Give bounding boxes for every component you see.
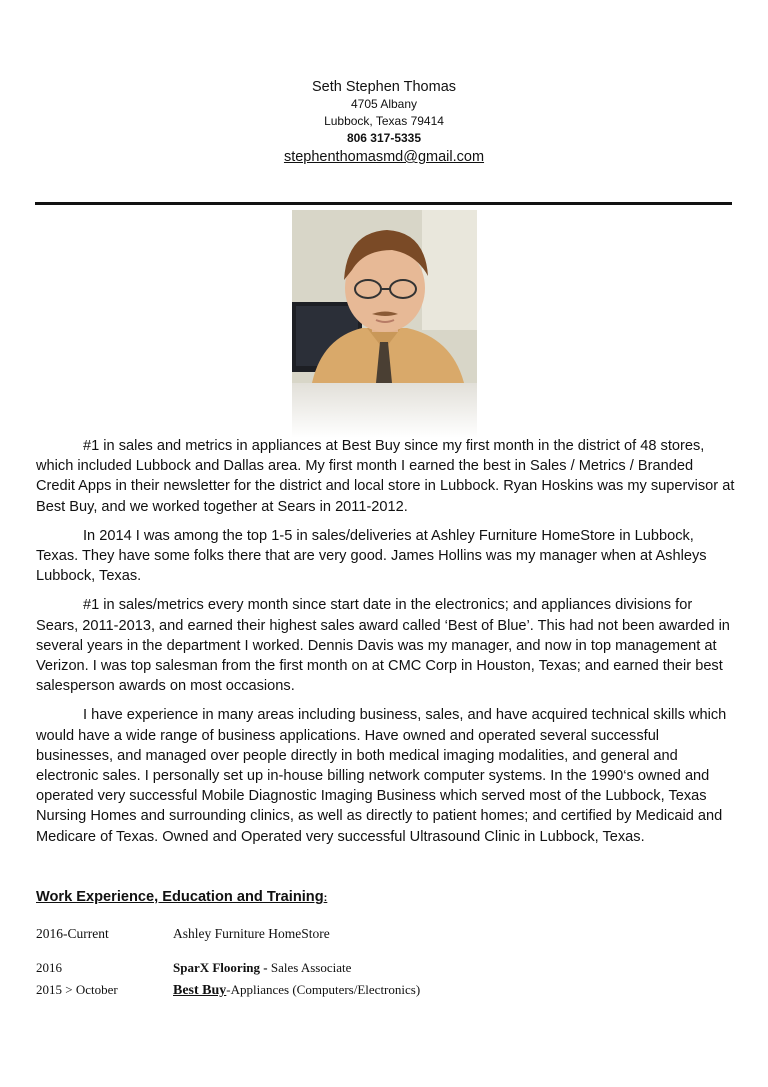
summary-paragraph: I have experience in many areas including business, sales, and have acquired technical skills which would have a wide range of business applications. Have owned and operated several successful businesses, and managed over people directly in both medical imaging modalities, and general and electronic sales. I personally set up in-house billing network computer systems. In the 1990‘s owned and operated very successful Mobile Diagnostic Imaging Business which served most of the Lubbock, Texas Nursing Homes and surrounding clinics, as well as directly to patient homes; and certified by Medicaid and Medicare of Texas. Owned and Operated very successful Ultrasound Clinic in Lubbock, Texas. <box>36 707 727 845</box>
section-heading-colon: : <box>323 892 328 904</box>
summary-paragraph: #1 in sales/metrics every month since start date in the electronics; and appliances divisions for Sears, 2011-2013, and earned their highest sales award called ‘Best of Blue’. This had not been awarded in several years in the department I worked. Dennis Davis was my manager, and now in top management at Verizon. I was top salesman from the first month on at CMC Corp in Houston, Texas; and earned their best salesperson awards on most occasions. <box>36 597 730 695</box>
city-state-zip: Lubbock, Texas 79414 <box>324 114 444 128</box>
job-employer: SparX Flooring - <box>173 960 268 975</box>
job-entry <box>36 926 330 942</box>
job-role: -Appliances (Computers/Electronics) <box>226 982 421 997</box>
job-employer: Best Buy <box>173 983 227 998</box>
profile-photo <box>292 210 477 383</box>
job-entry <box>36 960 351 976</box>
summary-body <box>36 436 736 856</box>
email-link[interactable]: stephenthomasmd@gmail.com <box>283 149 485 165</box>
section-heading <box>36 889 327 905</box>
job-date: 2015 > October <box>36 982 118 997</box>
applicant-name: Seth Stephen Thomas <box>311 79 457 95</box>
phone-number: 806 317-5335 <box>346 131 422 145</box>
contact-header <box>0 78 768 167</box>
header-divider <box>35 202 732 205</box>
job-role: Sales Associate <box>267 960 352 975</box>
street-address: 4705 Albany <box>350 97 418 111</box>
summary-paragraph: #1 in sales and metrics in appliances at Best Buy since my first month in the district of 48 stores, which included Lubbock and Dallas area. My first month I earned the best in Sales / Metrics / Branded Credit Apps in their newsletter for the district and local store in Lubbock. Ryan Hoskins was my supervisor at Best Buy, and we worked together at Sears in 2011-2012. <box>36 438 735 515</box>
job-entry <box>36 982 420 999</box>
photo-reflection <box>292 383 477 438</box>
job-date: 2016 <box>36 960 62 975</box>
job-employer: Ashley Furniture HomeStore <box>173 926 330 941</box>
job-date: 2016-Current <box>36 926 109 941</box>
section-heading-text: Work Experience, Education and Training <box>36 889 324 905</box>
summary-paragraph: In 2014 I was among the top 1-5 in sales/deliveries at Ashley Furniture HomeStore in Lubbock, Texas. They have some folks there that are very good. James Hollins was my manager when at Ashleys Lubbock, Texas. <box>36 527 707 585</box>
